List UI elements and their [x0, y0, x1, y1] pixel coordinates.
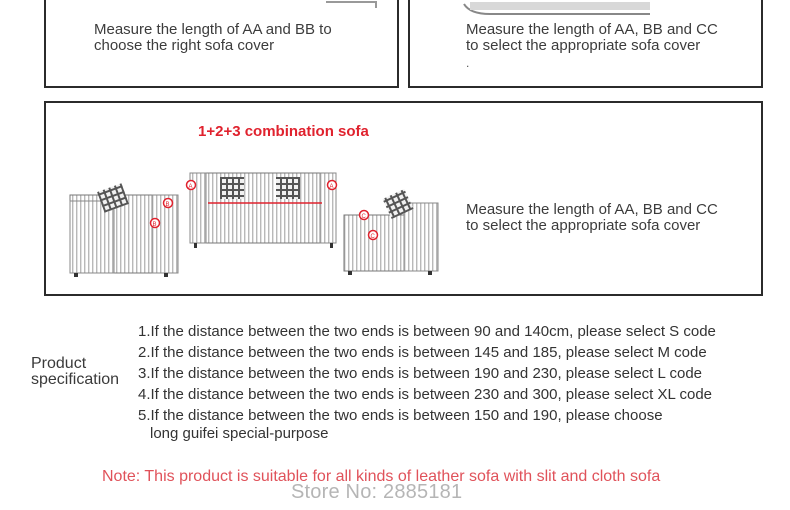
marker-b: B — [165, 202, 170, 208]
panel-combination-sofa — [44, 101, 763, 296]
armchair-left — [70, 183, 178, 277]
spec-item: 2.If the distance between the two ends is between 145 and 185, please select M code — [138, 344, 707, 361]
marker-c: C — [370, 234, 375, 240]
spec-item: 4.If the distance between the two ends is between 230 and 300, please select XL code — [138, 386, 713, 403]
combo-title: 1+2+3 combination sofa — [198, 123, 369, 140]
marker-c: C — [361, 214, 366, 220]
armchair-right — [344, 189, 438, 275]
spec-label: Product specification — [31, 355, 120, 388]
store-watermark: Store No: 2885181 — [291, 481, 463, 503]
panel-two-seat — [44, 0, 399, 88]
instruction-text: Measure the length of AA, BB and CC to select the appropriate sofa cover — [466, 21, 718, 54]
instruction-text: Measure the length of AA and BB to choose the right sofa cover — [94, 21, 332, 54]
instruction-text: Measure the length of AA, BB and CC to select the appropriate sofa cover — [466, 201, 718, 234]
spec-item: 3.If the distance between the two ends is between 190 and 230, please select L code — [138, 365, 703, 382]
note-text: Note: This product is suitable for all kinds of leather sofa with slit and cloth sofa — [102, 468, 661, 485]
sofa-sketch-partial — [266, 0, 386, 14]
sofa-sketch-partial — [460, 0, 660, 20]
sofa-set-illustration — [64, 165, 444, 285]
marker-a: A — [329, 184, 334, 190]
three-seat-sofa — [190, 173, 336, 248]
marker-b: B — [152, 222, 157, 228]
stray-mark: . — [466, 56, 470, 70]
spec-item: 1.If the distance between the two ends is between 90 and 140cm, please select S code — [138, 323, 716, 340]
marker-a: A — [188, 184, 193, 190]
spec-item-continuation: long guifei special-purpose — [150, 425, 329, 442]
spec-list — [138, 321, 716, 442]
panel-corner-sofa — [408, 0, 763, 88]
spec-item: 5.If the distance between the two ends is between 150 and 190, please choose long guifei special-purpose — [138, 405, 716, 442]
